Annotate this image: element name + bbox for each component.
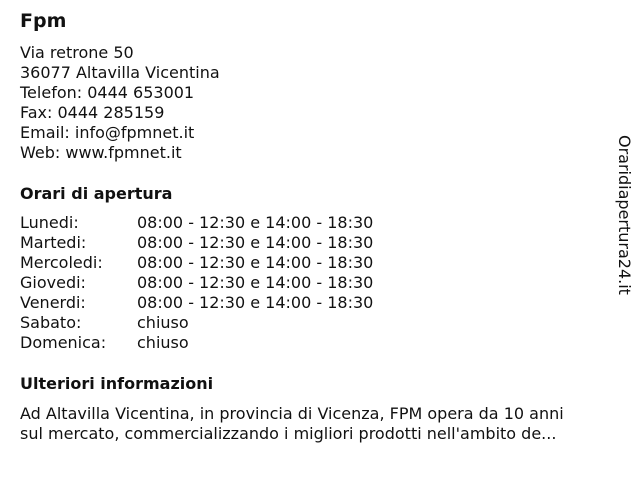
hours-time: 08:00 - 12:30 e 14:00 - 18:30 [137, 233, 374, 252]
email-address: Email: info@fpmnet.it [20, 123, 195, 142]
hours-row-wednesday [20, 253, 373, 273]
hours-day: Domenica: [20, 333, 107, 352]
hours-day: Martedi: [20, 233, 87, 252]
hours-row-thursday [20, 273, 373, 293]
hours-time: 08:00 - 12:30 e 14:00 - 18:30 [137, 273, 374, 292]
further-info-title: Ulteriori informazioni [20, 374, 214, 393]
hours-row-friday [20, 293, 373, 313]
fax-number: Fax: 0444 285159 [20, 103, 165, 122]
address-street: Via retrone 50 [20, 43, 134, 62]
address-city: 36077 Altavilla Vicentina [20, 63, 220, 82]
description-line: sul mercato, commercializzando i migliori prodotti nell'ambito de... [20, 424, 557, 443]
contact-block [20, 43, 220, 163]
business-name: Fpm [20, 10, 67, 32]
hours-time: 08:00 - 12:30 e 14:00 - 18:30 [137, 213, 374, 232]
website: Web: www.fpmnet.it [20, 143, 182, 162]
site-watermark: Oraridiapertura24.it [615, 135, 634, 295]
hours-time: chiuso [137, 333, 189, 352]
business-description [20, 404, 620, 444]
hours-day: Giovedi: [20, 273, 86, 292]
hours-day: Mercoledi: [20, 253, 103, 272]
hours-row-tuesday [20, 233, 373, 253]
description-line: Ad Altavilla Vicentina, in provincia di Vicenza, FPM opera da 10 anni [20, 404, 564, 423]
hours-day: Sabato: [20, 313, 82, 332]
hours-time: chiuso [137, 313, 189, 332]
hours-day: Lunedi: [20, 213, 79, 232]
hours-day: Venerdi: [20, 293, 86, 312]
phone-number: Telefon: 0444 653001 [20, 83, 195, 102]
opening-hours-title: Orari di apertura [20, 184, 173, 203]
hours-row-monday [20, 213, 373, 233]
hours-row-saturday [20, 313, 373, 333]
opening-hours-table [20, 213, 373, 353]
hours-row-sunday [20, 333, 373, 353]
hours-time: 08:00 - 12:30 e 14:00 - 18:30 [137, 293, 374, 312]
hours-time: 08:00 - 12:30 e 14:00 - 18:30 [137, 253, 374, 272]
